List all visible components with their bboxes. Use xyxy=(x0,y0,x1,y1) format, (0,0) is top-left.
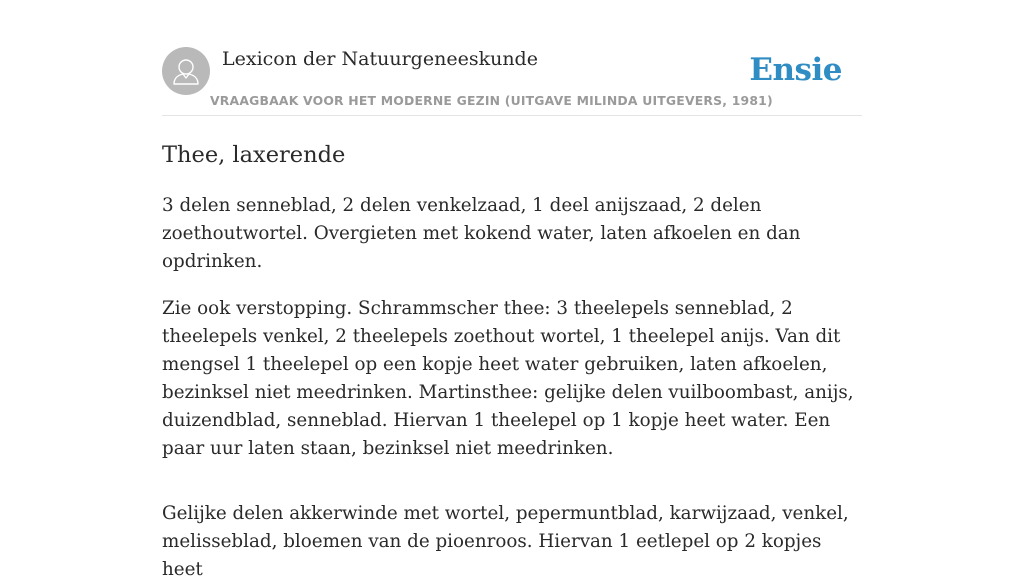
entry-paragraph: Gelijke delen akkerwinde met wortel, pepermuntblad, karwijzaad, venkel, melisseblad, bloemen van de pioenroos. Hiervan 1 eetlepel op 2 kopjes heet xyxy=(162,503,849,580)
ensie-logo[interactable]: Ensie xyxy=(749,52,842,88)
author-link[interactable]: Lexicon der Natuurgeneeskunde xyxy=(222,48,538,70)
author-avatar[interactable] xyxy=(162,47,210,95)
entry-paragraph: Zie ook verstopping. Schrammscher thee: 3 theelepels senneblad, 2 theelepels venkel, 2 theelepels zoethout wortel, 1 theelepel anijs. Van dit mengsel 1 theelepel op een kopje heet water gebruiken, laten afkoelen, bezinksel niet meedrinken. Martinsthee: gelijke delen vuilboombast, anijs, duizendblad, senneblad. Hiervan 1 theelepel op 1 kopje heet water. Een paar uur laten staan, bezinksel niet meedrinken. xyxy=(162,298,854,459)
entry-title: Thee, laxerende xyxy=(162,142,346,168)
source-label: VRAAGBAAK VOOR HET MODERNE GEZIN (UITGAVE MILINDA UITGEVERS, 1981) xyxy=(210,93,773,108)
article-header xyxy=(162,47,862,116)
entry-paragraph: 3 delen senneblad, 2 delen venkelzaad, 1 deel anijszaad, 2 delen zoethoutwortel. Overgieten met kokend water, laten afkoelen en dan opdrinken. xyxy=(162,195,801,272)
article-page xyxy=(162,0,862,584)
entry-body xyxy=(162,192,862,584)
user-silhouette-icon xyxy=(162,47,210,95)
